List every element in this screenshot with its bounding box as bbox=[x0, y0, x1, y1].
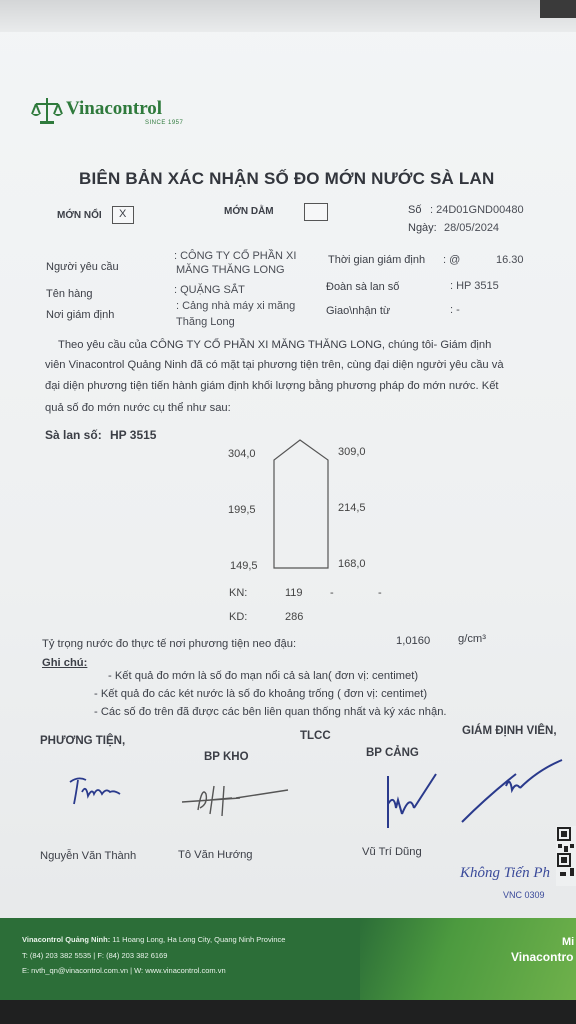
requester-line2: MĂNG THĂNG LONG bbox=[176, 264, 285, 276]
vinacontrol-logo bbox=[30, 96, 64, 131]
barge-no-label: Sà lan số: bbox=[45, 428, 102, 442]
background-corner bbox=[540, 0, 576, 18]
ngay-label: Ngày: bbox=[408, 222, 437, 234]
place-line1: : Cảng nhà máy xi măng bbox=[176, 300, 296, 312]
density-unit: g/cm³ bbox=[458, 633, 486, 645]
cang-signer-name: Vũ Trí Dũng bbox=[362, 846, 422, 858]
inspector-code: VNC 0309 bbox=[503, 890, 545, 900]
requester-line1: : CÔNG TY CỔ PHẦN XI bbox=[174, 250, 297, 262]
barge-no-value: HP 3515 bbox=[110, 428, 157, 442]
notes-heading: Ghi chú: bbox=[42, 657, 88, 669]
draft-stern-right: 168,0 bbox=[338, 558, 366, 570]
cang-signature bbox=[380, 764, 440, 834]
document-title: BIÊN BẢN XÁC NHẬN SỐ ĐO MỚN NƯỚC SÀ LAN bbox=[79, 169, 495, 188]
density-value: 1,0160 bbox=[396, 635, 431, 647]
kd-value: 286 bbox=[285, 611, 304, 623]
density-label: Tỷ trọng nước đo thực tế nơi phương tiện neo đậu: bbox=[42, 638, 297, 650]
inspector-sign-heading: GIÁM ĐỊNH VIÊN, bbox=[462, 725, 557, 737]
draft-bow-left: 304,0 bbox=[228, 448, 256, 460]
vessel-signer-name: Nguyễn Văn Thành bbox=[40, 850, 137, 862]
paragraph-line-4: quả số đo mớn nước cụ thể như sau: bbox=[45, 402, 231, 414]
footer-office: Vinacontrol Quảng Ninh: bbox=[22, 935, 111, 944]
logo-since: SINCE 1957 bbox=[145, 120, 184, 126]
requester-label: Người yêu cầu bbox=[46, 261, 119, 273]
delivery-value: : - bbox=[450, 304, 460, 316]
footer-brand-top: Mi bbox=[562, 936, 575, 948]
note-item-2: - Kết quả đo các két nước là số đo khoảng trống ( đơn vị: centimet) bbox=[94, 688, 428, 700]
draft-mid-left: 199,5 bbox=[228, 504, 256, 516]
place-line2: Thăng Long bbox=[176, 316, 235, 328]
footer-address-text: 11 Hoang Long, Ha Long City, Quang Ninh Province bbox=[110, 935, 286, 944]
scale-logo-icon bbox=[30, 96, 64, 126]
draft-bow-right: 309,0 bbox=[338, 446, 366, 458]
bp-kho-heading: BP KHO bbox=[204, 751, 249, 763]
logo-wordmark: Vinacontrol bbox=[66, 98, 163, 119]
footer-address bbox=[22, 935, 285, 944]
kn-extra-2: - bbox=[378, 587, 382, 599]
paragraph-line-3: đại diện phương tiện tiến hành giám định khối lượng bằng phương pháp đo mớn nước. Kết bbox=[45, 380, 499, 392]
kho-signer-name: Tô Văn Hướng bbox=[178, 849, 253, 861]
draft-stern-left: 149,5 bbox=[230, 560, 258, 572]
footer-email: E: nvth_qn@vinacontrol.com.vn | W: www.vinacontrol.com.vn bbox=[22, 966, 226, 975]
kn-label: KN: bbox=[229, 587, 248, 599]
kho-signature bbox=[180, 780, 290, 820]
barge-outline-diagram bbox=[268, 436, 334, 576]
goods-value: : QUẶNG SẮT bbox=[174, 284, 245, 296]
goods-label: Tên hàng bbox=[46, 288, 93, 300]
so-label: Số bbox=[408, 204, 422, 216]
paragraph-line-1: Theo yêu cầu của CÔNG TY CỔ PHẦN XI MĂNG THĂNG LONG, chúng tôi- Giám định bbox=[58, 339, 492, 351]
tlcc-heading: TLCC bbox=[300, 730, 331, 742]
footer-brand: Vinacontro bbox=[511, 950, 574, 964]
so-value: : 24D01GND00480 bbox=[430, 204, 524, 216]
draft-mid-right: 214,5 bbox=[338, 502, 366, 514]
qr-code-icon bbox=[556, 826, 576, 886]
ngay-value: 28/05/2024 bbox=[444, 222, 500, 234]
footer-phone: T: (84) 203 382 5535 | F: (84) 203 382 6169 bbox=[22, 951, 168, 960]
kn-extra: - bbox=[330, 587, 334, 599]
mon-noi-mark: X bbox=[119, 208, 127, 220]
kd-label: KD: bbox=[229, 611, 248, 623]
time-separator: : @ bbox=[443, 254, 461, 266]
paragraph-line-2: viên Vinacontrol Quảng Ninh đã có mặt tại phương tiện trên, cùng đại diện người yêu cầu và bbox=[45, 359, 504, 371]
page-top-shadow bbox=[0, 0, 576, 32]
mon-dam-label: MỚN DẰM bbox=[224, 206, 274, 217]
barge-value: : HP 3515 bbox=[450, 280, 499, 292]
barge-label: Đoàn sà lan số bbox=[326, 281, 400, 293]
mon-dam-checkbox bbox=[304, 203, 328, 221]
mon-noi-checkbox bbox=[112, 206, 134, 224]
background-bottom bbox=[0, 1000, 576, 1024]
note-item-3: - Các số đo trên đã được các bên liên quan thống nhất và ký xác nhận. bbox=[94, 706, 447, 718]
place-label: Nơi giám định bbox=[46, 309, 115, 321]
mon-noi-label: MỚN NỔI bbox=[57, 210, 102, 221]
bp-cang-heading: BP CẢNG bbox=[366, 747, 419, 759]
inspector-signature bbox=[458, 756, 568, 826]
inspector-signer-name: Không Tiến Ph bbox=[460, 865, 551, 881]
note-item-1: - Kết quả đo mớn là số đo mạn nổi cả sà lan( đơn vị: centimet) bbox=[108, 670, 419, 682]
vessel-sign-heading: PHƯƠNG TIỆN, bbox=[40, 735, 126, 747]
vessel-signature bbox=[66, 770, 126, 810]
kn-value: 119 bbox=[285, 587, 303, 599]
delivery-label: Giao\nhận từ bbox=[326, 305, 391, 317]
time-label: Thời gian giám định bbox=[328, 254, 426, 266]
time-value: 16.30 bbox=[496, 254, 524, 266]
